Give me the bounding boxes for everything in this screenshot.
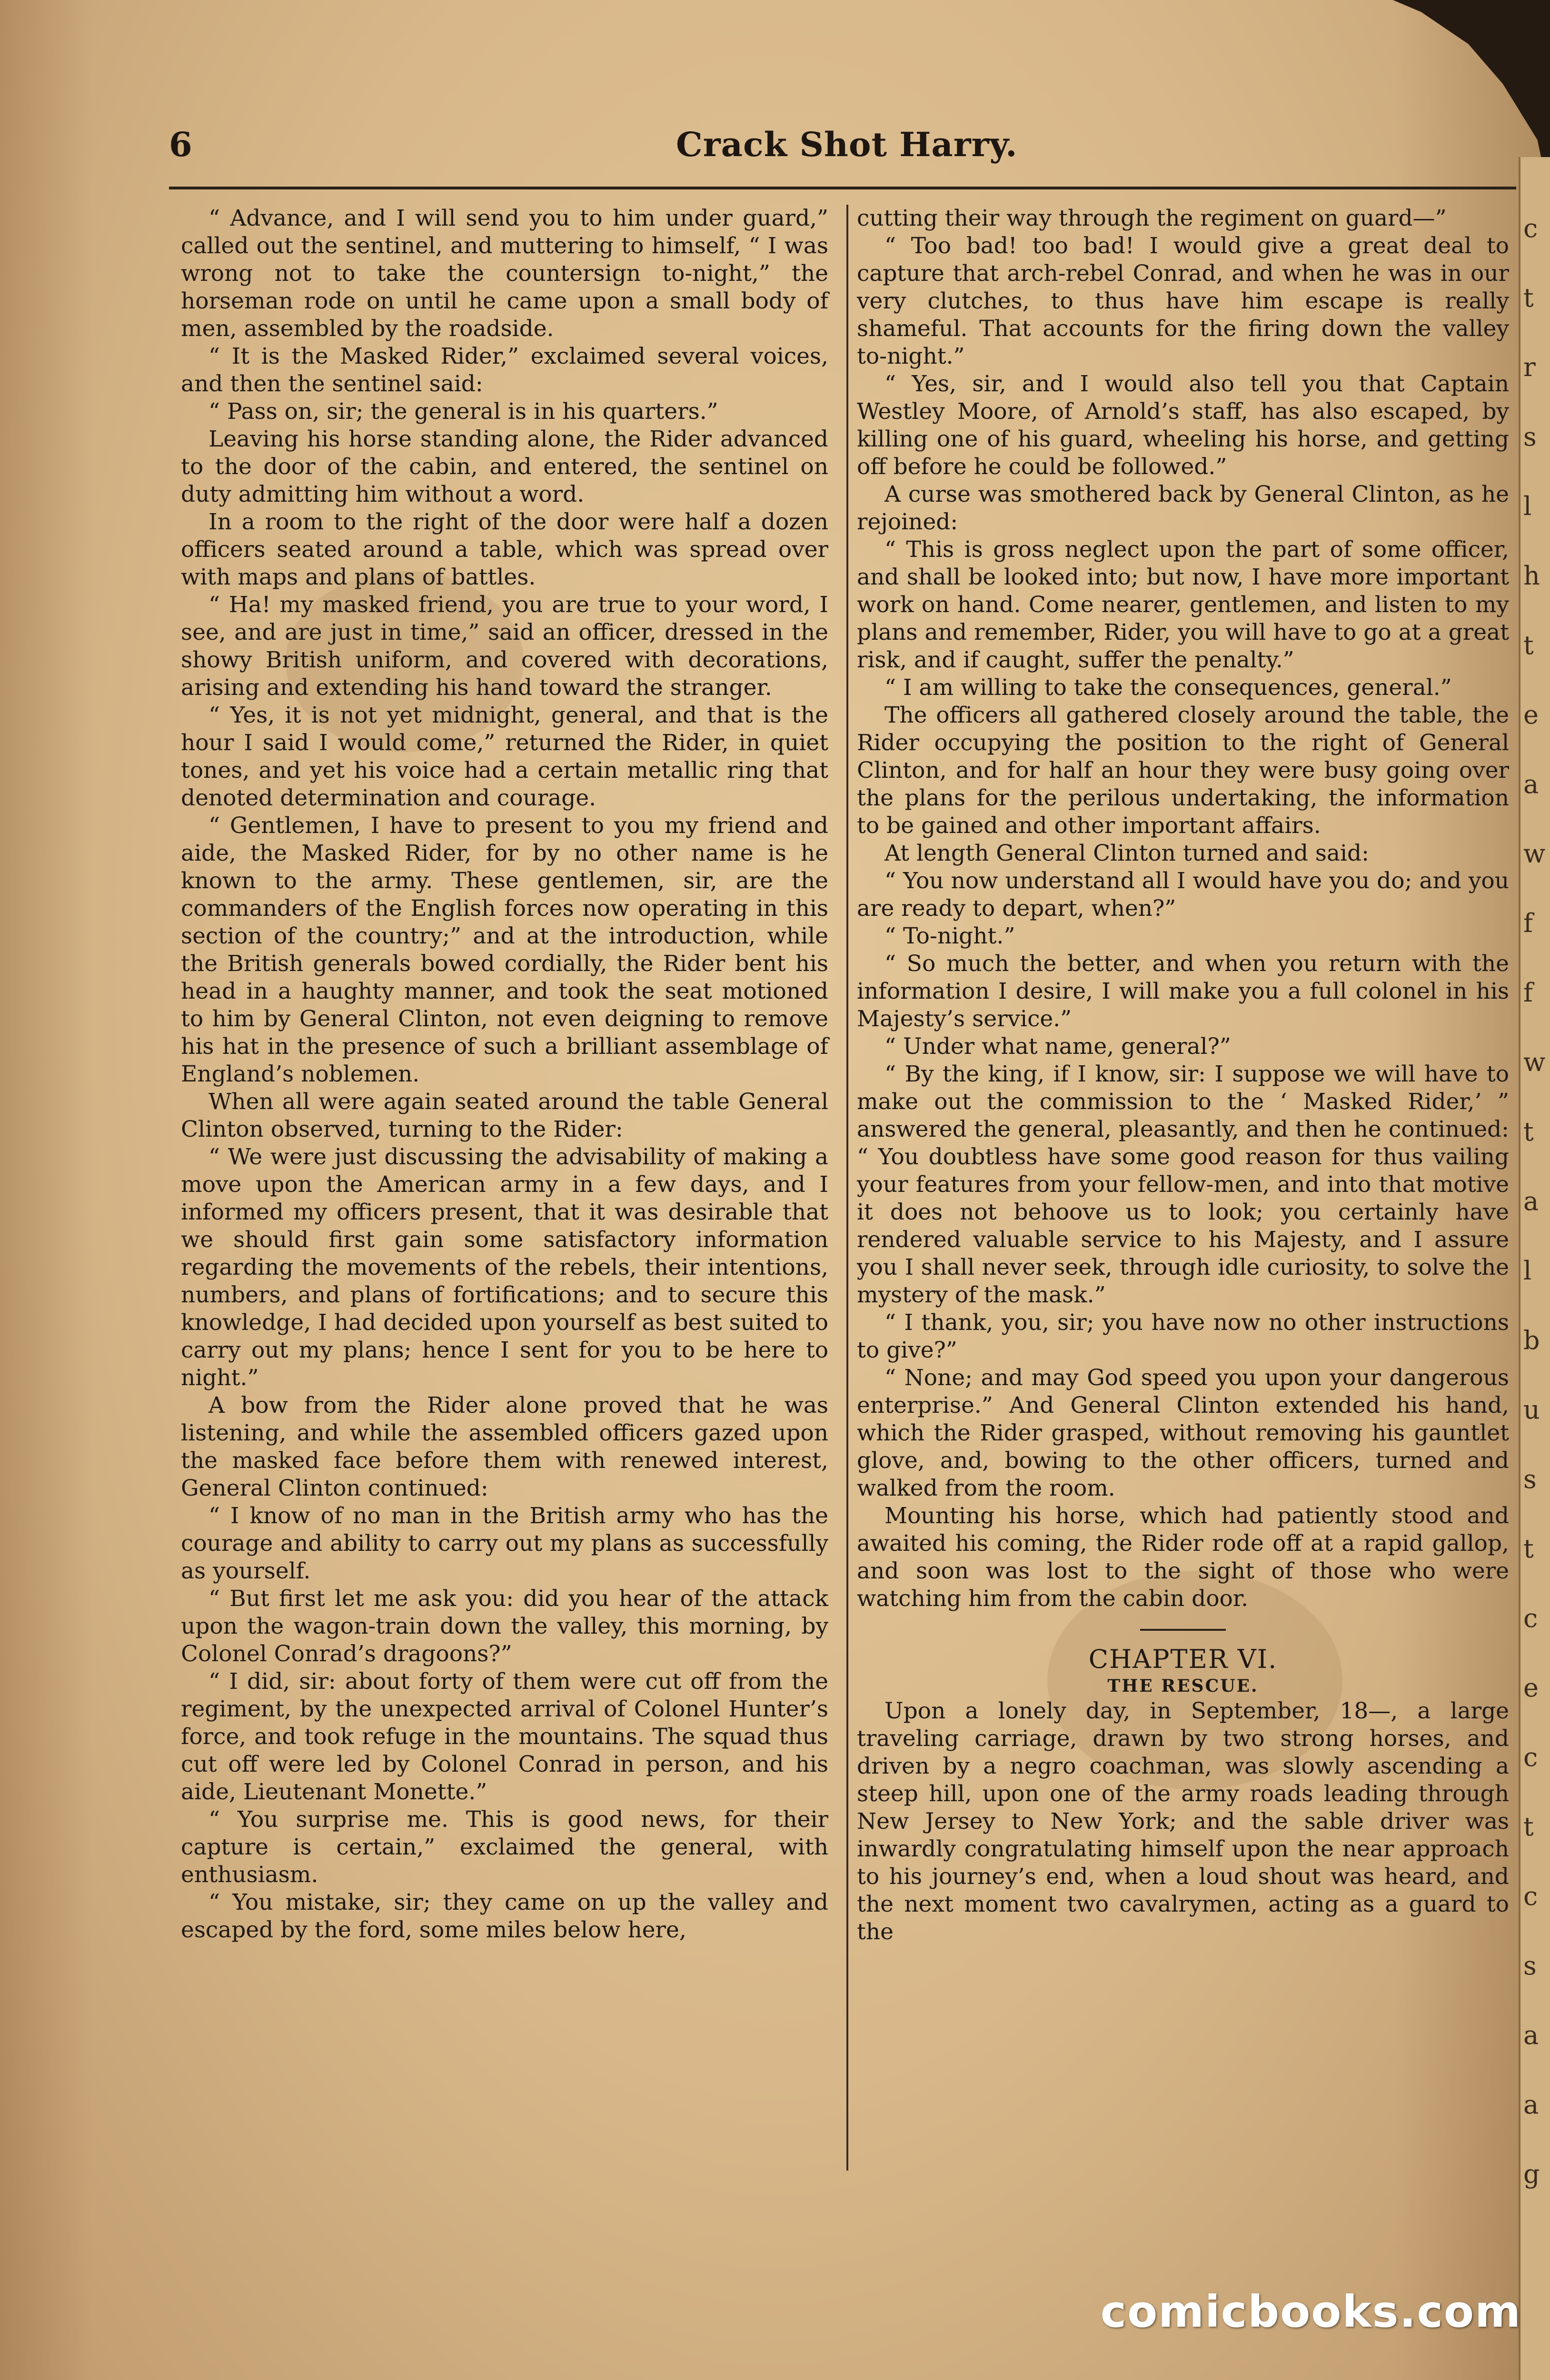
adjacent-page-letter: c — [1523, 1742, 1538, 1772]
paragraph: “ None; and may God speed you upon your dangerous enterprise.” And General Clinton extended his hand, which the Rider grasped, without removing his gauntlet glove, and, bowing to the other officers, turned and walked from the room. — [857, 1365, 1509, 1501]
paragraph: “ So much the better, and when you return with the information I desire, I will make you a full colonel in his Majesty’s service.” — [857, 951, 1509, 1032]
chapter-title: CHAPTER VI. — [1088, 1644, 1278, 1674]
paragraph: “ But first let me ask you: did you hear of the attack upon the wagon-train down the valley, this morning, by Colonel Conrad’s dragoons?” — [181, 1586, 828, 1667]
adjacent-page-letter: a — [1523, 2090, 1539, 2120]
chapter-rule — [1140, 1629, 1226, 1631]
paragraph: “ You surprise me. This is good news, for their capture is certain,” exclaimed the general, with enthusiasm. — [181, 1806, 828, 1888]
header-rule — [169, 187, 1516, 189]
adjacent-page-letter: s — [1523, 1464, 1537, 1494]
left-column — [181, 205, 828, 1944]
adjacent-page-letter: b — [1523, 1325, 1540, 1355]
page-title: Crack Shot Harry. — [676, 125, 1018, 164]
paragraph: When all were again seated around the table General Clinton observed, turning to the Rider: — [181, 1089, 828, 1142]
paragraph: cutting their way through the regiment on guard—” — [857, 205, 1447, 231]
paragraph: “ Advance, and I will send you to him under guard,” called out the sentinel, and muttering to himself, “ I was wrong not to take the countersign to-night,” the horseman rode on until he came upon a small body of men, assembled by the roadside. — [181, 205, 828, 342]
adjacent-page-letter: e — [1523, 700, 1539, 730]
paragraph: “ Pass on, sir; the general is in his quarters.” — [209, 398, 718, 425]
adjacent-page-letter: c — [1523, 213, 1538, 243]
adjacent-page-letter: a — [1523, 769, 1539, 799]
paragraph: “ You mistake, sir; they came on up the valley and escaped by the ford, some miles below here, — [181, 1889, 828, 1943]
paragraph: “ Gentlemen, I have to present to you my friend and aide, the Masked Rider, for by no other name is he known to the army. These gentlemen, sir, are the commanders of the English forces now operating in this section of the country;” and at the introduction, while the British generals bowed cordially, the Rider bent his head in a haughty manner, and took the seat motioned to him by General Clinton, not even deigning to remove his hat in the presence of such a brilliant assemblage of England’s noblemen. — [181, 813, 828, 1087]
paragraph: “ To-night.” — [884, 923, 1015, 949]
adjacent-page-letter: t — [1523, 283, 1534, 313]
paragraph: “ I know of no man in the British army who has the courage and ability to carry out my plans as successfully as yourself. — [181, 1503, 828, 1584]
adjacent-page-letter: u — [1523, 1395, 1540, 1425]
paragraph: “ Yes, it is not yet midnight, general, and that is the hour I said I would come,” returned the Rider, in quiet tones, and yet his voice had a certain metallic ring that denoted determination and courage. — [181, 702, 828, 811]
paragraph: Mounting his horse, which had patiently stood and awaited his coming, the Rider rode off at a rapid gallop, and soon was lost to the sight of those who were watching him from the cabin door. — [857, 1503, 1509, 1612]
adjacent-page-letter: s — [1523, 422, 1537, 452]
page-number: 6 — [169, 125, 192, 164]
paragraph: In a room to the right of the door were half a dozen officers seated around a table, which was spread over with maps and plans of battles. — [181, 509, 828, 590]
paragraph: “ Ha! my masked friend, you are true to your word, I see, and are just in time,” said an officer, dressed in the showy British uniform, and covered with decorations, arising and extending his hand toward the stranger. — [181, 592, 828, 701]
adjacent-page-letter: e — [1523, 1673, 1539, 1703]
adjacent-page-letter: t — [1523, 1812, 1534, 1842]
paragraph: A curse was smothered back by General Clinton, as he rejoined: — [857, 481, 1509, 535]
adjacent-page-letter: t — [1523, 1117, 1534, 1147]
adjacent-page-letter: f — [1523, 978, 1533, 1008]
paragraph: “ Too bad! too bad! I would give a great deal to capture that arch-rebel Conrad, and when he was in our very clutches, to thus have him escape is really shameful. That accounts for the firing down the valley to-night.” — [857, 233, 1509, 369]
adjacent-page-letter: a — [1523, 2020, 1539, 2050]
adjacent-page-strip — [1519, 157, 1550, 2380]
adjacent-page-letter: t — [1523, 630, 1534, 660]
adjacent-page-letter: l — [1523, 1256, 1532, 1286]
paragraph: “ You now understand all I would have you do; and you are ready to depart, when?” — [857, 868, 1509, 922]
paragraph: “ We were just discussing the advisability of making a move upon the American army in a few days, and I informed my officers present, that it was desirable that we should first gain some satisfactory information regarding the movements of the rebels, their intentions, numbers, and plans of fortifications; and to secure this knowledge, I had decided upon yourself as best suited to carry out my plans; hence I sent for you to be here to night.” — [181, 1144, 828, 1391]
paragraph: A bow from the Rider alone proved that he was listening, and while the assembled officers gazed upon the masked face before them with renewed interest, General Clinton continued: — [181, 1392, 828, 1501]
right-column — [857, 205, 1509, 1946]
adjacent-page-letter: c — [1523, 1881, 1538, 1911]
paragraph: “ Yes, sir, and I would also tell you that Captain Westley Moore, of Arnold’s staff, has also escaped, by killing one of his guard, wheeling his horse, and getting off before he could be followed.” — [857, 371, 1509, 480]
adjacent-page-letter: a — [1523, 1186, 1539, 1216]
adjacent-page-letter: f — [1523, 908, 1533, 938]
adjacent-page-letter: l — [1523, 491, 1532, 521]
paragraph: “ By the king, if I know, sir: I suppose we will have to make out the commission to the ‘ Masked Rider,’ ” answered the general, pleasantly, and then he continued: “ You doubtless have some good reason for thus vailing your features from your fellow-men, and into that motive it does not behoove us to look; you certainly have rendered valuable service to his Majesty, and I assure you I shall never seek, through idle curiosity, to solve the mystery of the mask.” — [857, 1061, 1509, 1308]
adjacent-page-letter: g — [1523, 2159, 1540, 2189]
paragraph: “ I am willing to take the consequences, general.” — [884, 674, 1452, 701]
adjacent-page-letter: r — [1523, 352, 1536, 382]
adjacent-page-letter: w — [1523, 839, 1546, 869]
adjacent-page-letter: w — [1523, 1047, 1546, 1077]
column-divider — [846, 205, 848, 2171]
paragraph: Leaving his horse standing alone, the Rider advanced to the door of the cabin, and entered, the sentinel on duty admitting him without a word. — [181, 426, 828, 507]
paragraph: At length General Clinton turned and said: — [884, 840, 1369, 866]
paragraph: Upon a lonely day, in September, 18—, a large traveling carriage, drawn by two strong horses, and driven by a negro coachman, was slowly ascending a steep hill, upon one of the army roads leading through New Jersey to New York; and the sable driver was inwardly congratulating himself upon the near approach to his journey’s end, when a loud shout was heard, and the next moment two cavalrymen, acting as a guard to the — [857, 1698, 1509, 1945]
paragraph: “ This is gross neglect upon the part of some officer, and shall be looked into; but now, I have more important work on hand. Come nearer, gentlemen, and listen to my plans and remember, Rider, you will have to go at a great risk, and if caught, suffer the penalty.” — [857, 536, 1509, 673]
paragraph: “ Under what name, general?” — [884, 1033, 1231, 1060]
adjacent-page-letter: s — [1523, 1951, 1537, 1981]
paragraph: The officers all gathered closely around the table, the Rider occupying the position to the right of General Clinton, and for half an hour they were busy going over the plans for the perilous undertaking, the information to be gained and other important affairs. — [857, 702, 1509, 839]
adjacent-page-letter: t — [1523, 1534, 1534, 1564]
paragraph: “ I did, sir: about forty of them were cut off from the regiment, by the unexpected arrival of Colonel Hunter’s force, and took refuge in the mountains. The squad thus cut off were led by Colonel Conrad in person, and his aide, Lieutenant Monette.” — [181, 1668, 828, 1805]
adjacent-page-letter: h — [1523, 561, 1540, 591]
chapter-subtitle: THE RESCUE. — [1107, 1676, 1259, 1696]
watermark: comicbooks.com — [1100, 2286, 1521, 2337]
paragraph: “ I thank, you, sir; you have now no other instructions to give?” — [857, 1309, 1509, 1363]
adjacent-page-letter: c — [1523, 1603, 1538, 1633]
paragraph: “ It is the Masked Rider,” exclaimed several voices, and then the sentinel said: — [181, 343, 828, 397]
